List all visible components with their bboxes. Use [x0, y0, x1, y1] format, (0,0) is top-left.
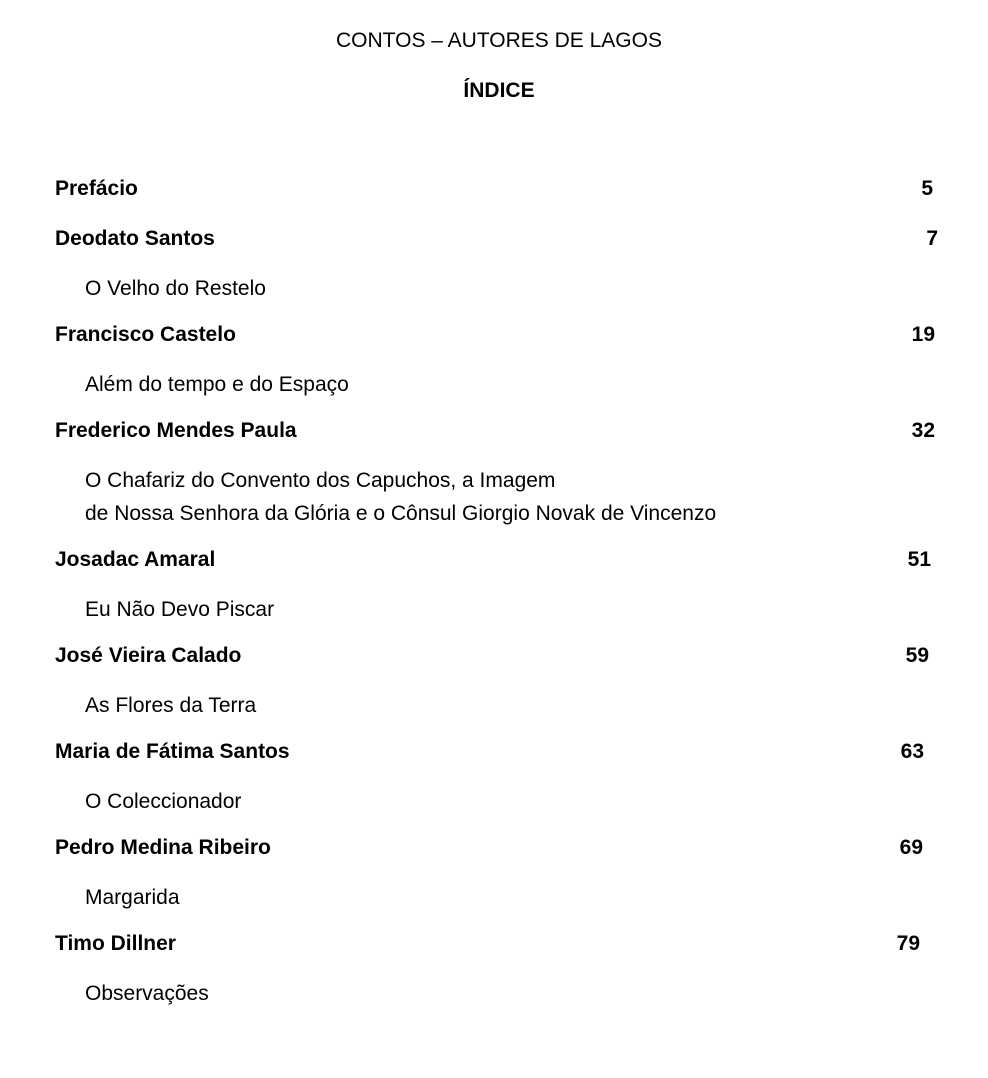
toc-page-number: 51: [907, 548, 931, 571]
toc-story-title: [55, 272, 945, 305]
toc-entry: [55, 835, 945, 914]
toc-story-line: Eu Não Devo Piscar: [85, 598, 275, 621]
table-of-contents: [55, 176, 945, 1027]
toc-author-row: [55, 931, 945, 957]
toc-story-line: O Velho do Restelo: [85, 277, 266, 300]
toc-story-line: Observações: [85, 982, 209, 1005]
toc-story-title: [55, 881, 945, 914]
toc-author-name: Deodato Santos: [55, 227, 215, 250]
toc-entry: [55, 547, 945, 626]
toc-story-title: [55, 785, 945, 818]
toc-author-row: [55, 547, 945, 573]
toc-story-line: O Chafariz do Convento dos Capuchos, a Imagem: [85, 469, 556, 492]
toc-author-name: Frederico Mendes Paula: [55, 419, 297, 442]
toc-page-number: 5: [921, 177, 933, 200]
toc-author-name: Maria de Fátima Santos: [55, 740, 290, 763]
toc-page-number: 7: [926, 227, 938, 250]
toc-entry: [55, 643, 945, 722]
toc-author-row: [55, 322, 945, 348]
toc-author-name: Francisco Castelo: [55, 323, 236, 346]
toc-entry: [55, 322, 945, 401]
toc-author-row: [55, 835, 945, 861]
toc-author-name: Pedro Medina Ribeiro: [55, 836, 271, 859]
toc-author-name: José Vieira Calado: [55, 644, 242, 667]
toc-page-number: 59: [905, 644, 929, 667]
toc-author-row: [55, 739, 945, 765]
toc-author-name: Josadac Amaral: [55, 548, 216, 571]
toc-page-number: 69: [899, 836, 923, 859]
toc-author-row: [55, 226, 945, 252]
toc-author-row: [55, 418, 945, 444]
toc-page-number: 63: [900, 740, 924, 763]
toc-story-line: O Coleccionador: [85, 790, 242, 813]
toc-entry: [55, 931, 945, 1010]
toc-story-title: [55, 593, 945, 626]
toc-story-title: [55, 689, 945, 722]
toc-author-row: [55, 176, 945, 202]
toc-entry: [55, 739, 945, 818]
toc-page-number: 79: [896, 932, 920, 955]
toc-author-row: [55, 643, 945, 669]
toc-page-number: 32: [911, 419, 935, 442]
toc-story-line: As Flores da Terra: [85, 694, 257, 717]
toc-story-line: Além do tempo e do Espaço: [85, 373, 349, 396]
toc-entry: [55, 418, 945, 530]
toc-author-name: Prefácio: [55, 177, 138, 200]
toc-author-name: Timo Dillner: [55, 932, 176, 955]
toc-story-line: Margarida: [85, 886, 180, 909]
toc-page-number: 19: [911, 323, 935, 346]
toc-story-title: [55, 368, 945, 401]
toc-entry: [55, 176, 945, 202]
toc-story-line: de Nossa Senhora da Glória e o Cônsul Giorgio Novak de Vincenzo: [85, 502, 717, 525]
toc-story-title: [55, 464, 945, 530]
toc-story-title: [55, 977, 945, 1010]
toc-entry: [55, 226, 945, 305]
index-heading: ÍNDICE: [463, 79, 535, 102]
document-title: CONTOS – AUTORES DE LAGOS: [336, 29, 662, 52]
